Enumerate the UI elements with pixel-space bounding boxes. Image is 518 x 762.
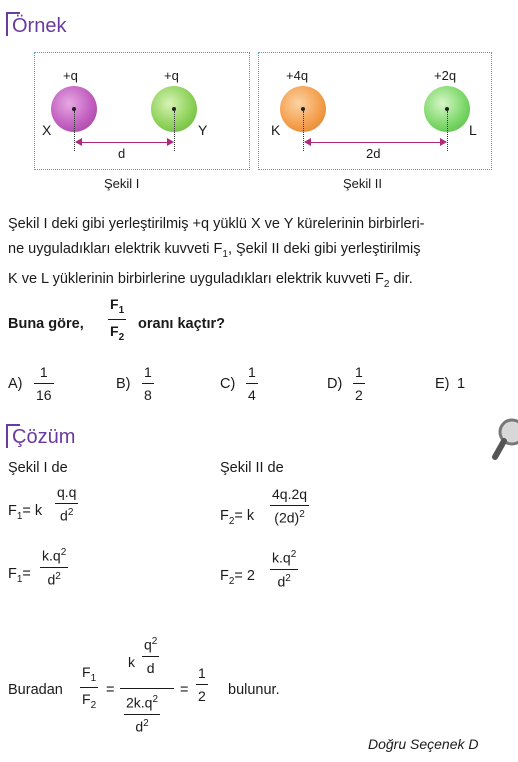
heading-accent-bar — [6, 424, 8, 448]
eq3-fraction: 4q.2q $(2d)^2$ — [272, 486, 308, 526]
option-d-letter[interactable]: D) — [327, 376, 343, 392]
option-d-value[interactable]: 1 2 — [355, 364, 363, 403]
sphere-l-label: L — [469, 122, 477, 138]
correct-answer: Doğru Seçenek D — [368, 736, 479, 752]
figure-2-right-charge: +2q — [434, 68, 457, 83]
arrow-head-left — [75, 138, 82, 146]
big-top-fraction: $q^2$ d — [144, 636, 158, 676]
big-top-k: k — [128, 654, 135, 670]
sphere-k-label: K — [271, 122, 281, 138]
question-prompt-start: Buna göre, — [8, 316, 84, 332]
question-line-3: K ve L yüklerinin birbirlerine uyguladıkları elektrik kuvveti $F_2$ dir. — [8, 270, 413, 290]
buradan-label: Buradan — [8, 682, 63, 698]
eq1-lhs: $F_1= k$ — [8, 503, 43, 522]
figure-1-right-charge: +q — [164, 68, 179, 83]
eq2-fraction: $k.q^2$ $d^2$ — [42, 547, 67, 588]
option-a-letter[interactable]: A) — [8, 376, 23, 392]
heading-accent-bar — [6, 12, 8, 36]
eq4-fraction: $k.q^2$ $d^2$ — [272, 549, 297, 590]
eq2-lhs: $F_1=$ — [8, 566, 31, 585]
big-fraction-bar — [120, 688, 174, 689]
example-heading: Örnek — [12, 15, 67, 37]
eq1-fraction: q.q $d^2$ — [57, 484, 77, 524]
arrow-head-left — [304, 138, 311, 146]
question-line-1: Şekil I deki gibi yerleştirilmiş +q yüklü X ve Y kürelerinin birbirleri- — [8, 216, 425, 232]
question-ratio: $F_1$ $F_2$ — [110, 296, 125, 343]
distance-label-2: 2d — [366, 146, 381, 161]
distance-arrow-2 — [307, 142, 443, 143]
sphere-l-guide — [447, 111, 448, 151]
option-a-value[interactable]: 1 16 — [36, 364, 52, 403]
option-c-value[interactable]: 1 4 — [248, 364, 256, 403]
option-e-letter[interactable]: E) — [435, 376, 450, 392]
sphere-y-label: Y — [198, 122, 208, 138]
solution-heading: Çözüm — [12, 426, 76, 448]
arrow-head-right — [440, 138, 447, 146]
equals-sign: = — [106, 682, 115, 698]
magnifier-icon — [492, 414, 518, 464]
sphere-y-guide — [174, 111, 175, 151]
equals-sign: = — [180, 682, 189, 698]
question-line-2: ne uyguladıkları elektrik kuvveti $F_1$, Şekil II deki gibi yerleştirilmiş — [8, 241, 421, 260]
big-bottom-fraction: $2k.q^2$ $d^2$ — [126, 694, 159, 735]
option-e-value[interactable]: 1 — [457, 376, 466, 392]
sphere-x-label: X — [42, 122, 52, 138]
figure-2-caption: Şekil II — [343, 176, 383, 191]
distance-arrow-1 — [78, 142, 170, 143]
bulunur-label: bulunur. — [228, 682, 280, 698]
question-prompt-end: oranı kaçtır? — [138, 316, 226, 332]
heading-accent-top — [6, 12, 20, 14]
option-c-letter[interactable]: C) — [220, 376, 236, 392]
question-text — [8, 212, 513, 297]
figure-2-left-charge: +4q — [286, 68, 309, 83]
result-fraction: 1 2 — [198, 665, 206, 704]
ratio-fraction: $F_1$ $F_2$ — [82, 664, 97, 711]
arrow-head-right — [167, 138, 174, 146]
distance-label-1: d — [118, 146, 126, 161]
option-b-letter[interactable]: B) — [116, 376, 131, 392]
eq4-lhs: $F_2= 2$ — [220, 568, 255, 587]
eq3-lhs: $F_2= k$ — [220, 508, 255, 527]
figure-1-caption: Şekil I — [104, 176, 140, 191]
option-b-value[interactable]: 1 8 — [144, 364, 152, 403]
figure-1-left-charge: +q — [63, 68, 78, 83]
solution-right-title: Şekil II de — [220, 460, 284, 476]
solution-left-title: Şekil I de — [8, 460, 68, 476]
